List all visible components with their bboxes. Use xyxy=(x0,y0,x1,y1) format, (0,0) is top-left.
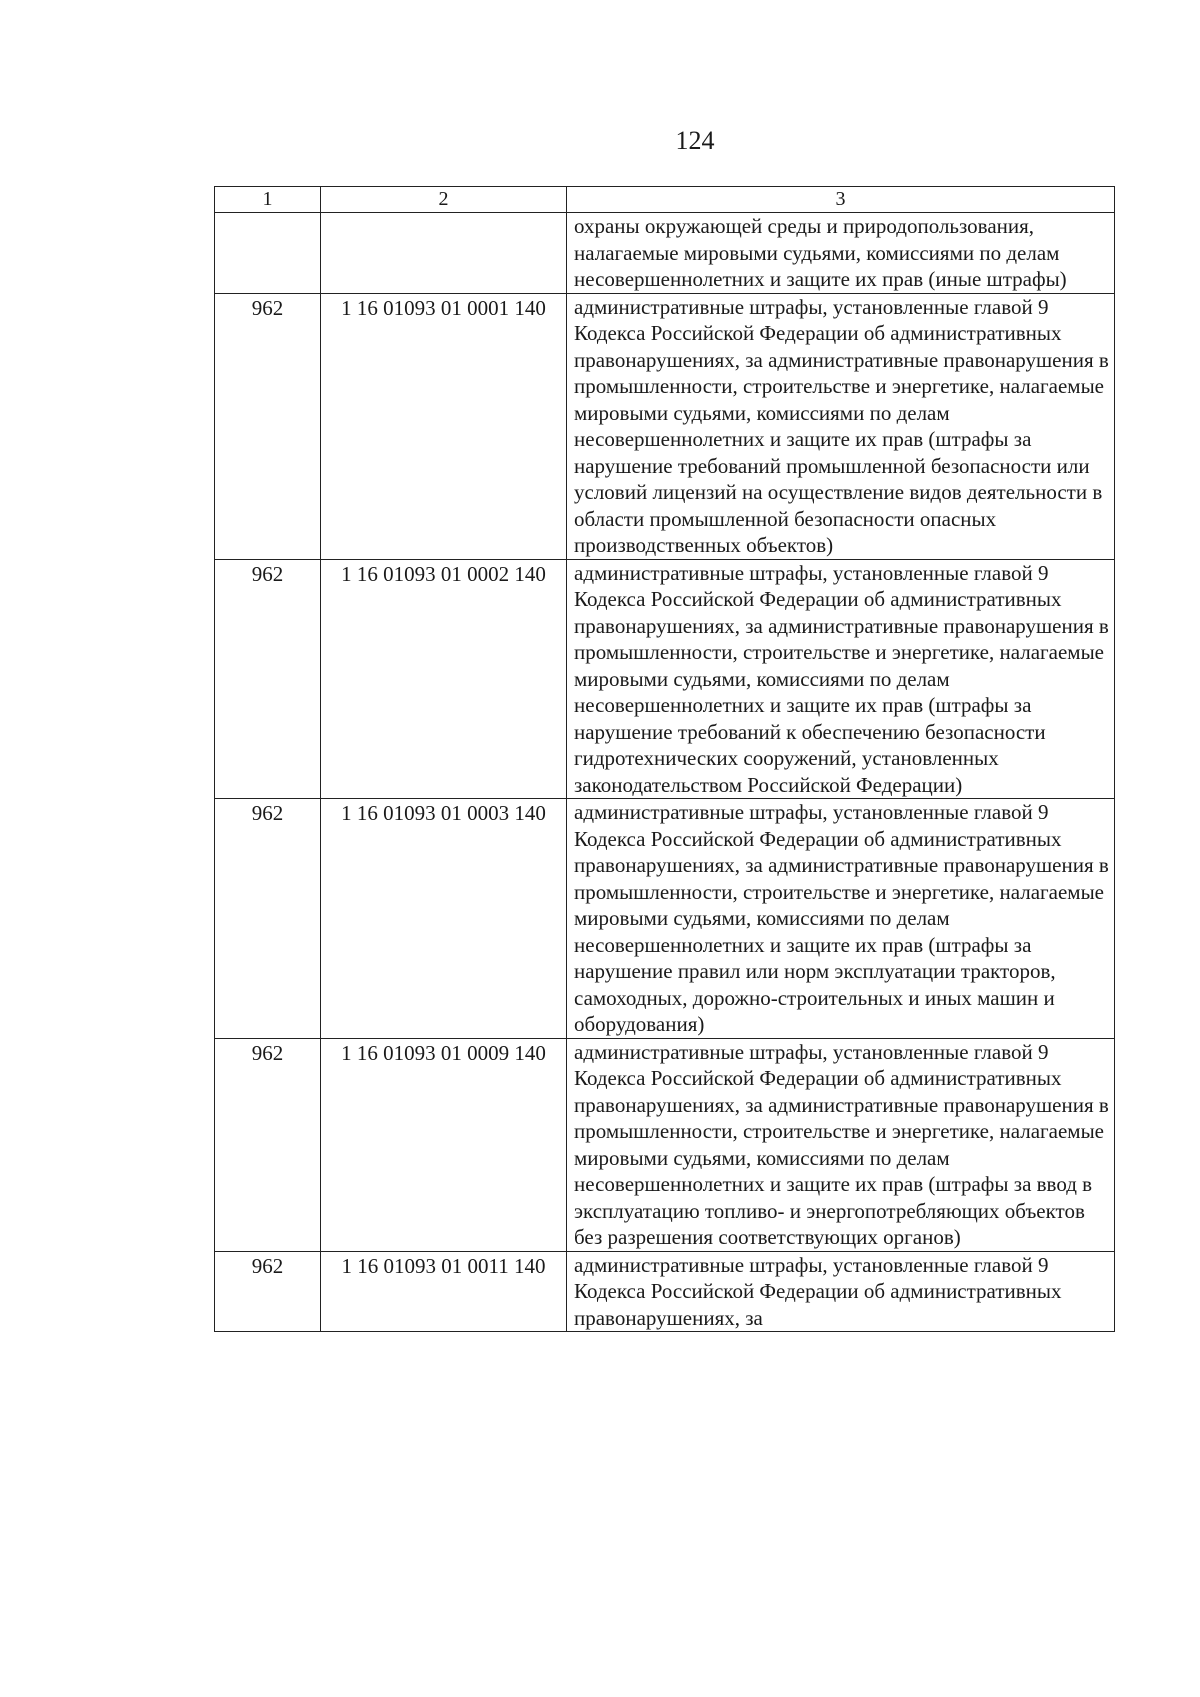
budget-codes-table xyxy=(214,186,1115,1332)
budget-code-cell: 1 16 01093 01 0001 140 xyxy=(321,293,567,559)
budget-code-cell: 1 16 01093 01 0003 140 xyxy=(321,799,567,1039)
table-row xyxy=(215,1251,1115,1332)
admin-code-cell: 962 xyxy=(215,1038,321,1251)
admin-code-cell xyxy=(215,213,321,294)
description-cell: охраны окружающей среды и природопользования, налагаемые мировыми судьями, комиссиями по делам несовершеннолетних и защите их прав (иные штрафы) xyxy=(567,213,1115,294)
description-cell: административные штрафы, установленные главой 9 Кодекса Российской Федерации об административных правонарушениях, за административные правонарушения в промышленности, строительстве и энергетике, налагаемые мировыми судьями, комиссиями по делам несовершеннолетних и защите их прав (штрафы за нарушение требований к обеспечению безопасности гидротехнических сооружений, установленных законодательством Российской Федерации) xyxy=(567,559,1115,799)
table-row xyxy=(215,799,1115,1039)
admin-code-cell: 962 xyxy=(215,1251,321,1332)
table-header-row xyxy=(215,187,1115,213)
table-row xyxy=(215,1038,1115,1251)
column-header-2: 2 xyxy=(321,187,567,213)
budget-code-cell: 1 16 01093 01 0002 140 xyxy=(321,559,567,799)
admin-code-cell: 962 xyxy=(215,559,321,799)
admin-code-cell: 962 xyxy=(215,293,321,559)
page-number: 124 xyxy=(675,126,715,155)
description-cell: административные штрафы, установленные главой 9 Кодекса Российской Федерации об административных правонарушениях, за xyxy=(567,1251,1115,1332)
budget-code-cell: 1 16 01093 01 0009 140 xyxy=(321,1038,567,1251)
description-cell: административные штрафы, установленные главой 9 Кодекса Российской Федерации об административных правонарушениях, за административные правонарушения в промышленности, строительстве и энергетике, налагаемые мировыми судьями, комиссиями по делам несовершеннолетних и защите их прав (штрафы за ввод в эксплуатацию топливо- и энергопотребляющих объектов без разрешения соответствующих органов) xyxy=(567,1038,1115,1251)
budget-code-cell xyxy=(321,213,567,294)
table-row xyxy=(215,559,1115,799)
description-cell: административные штрафы, установленные главой 9 Кодекса Российской Федерации об административных правонарушениях, за административные правонарушения в промышленности, строительстве и энергетике, налагаемые мировыми судьями, комиссиями по делам несовершеннолетних и защите их прав (штрафы за нарушение правил или норм эксплуатации тракторов, самоходных, дорожно-строительных и иных машин и оборудования) xyxy=(567,799,1115,1039)
table-row xyxy=(215,293,1115,559)
table-row xyxy=(215,213,1115,294)
column-header-1: 1 xyxy=(215,187,321,213)
column-header-3: 3 xyxy=(567,187,1115,213)
description-cell: административные штрафы, установленные главой 9 Кодекса Российской Федерации об административных правонарушениях, за административные правонарушения в промышленности, строительстве и энергетике, налагаемые мировыми судьями, комиссиями по делам несовершеннолетних и защите их прав (штрафы за нарушение требований промышленной безопасности или условий лицензий на осуществление видов деятельности в области промышленной безопасности опасных производственных объектов) xyxy=(567,293,1115,559)
admin-code-cell: 962 xyxy=(215,799,321,1039)
budget-code-cell: 1 16 01093 01 0011 140 xyxy=(321,1251,567,1332)
